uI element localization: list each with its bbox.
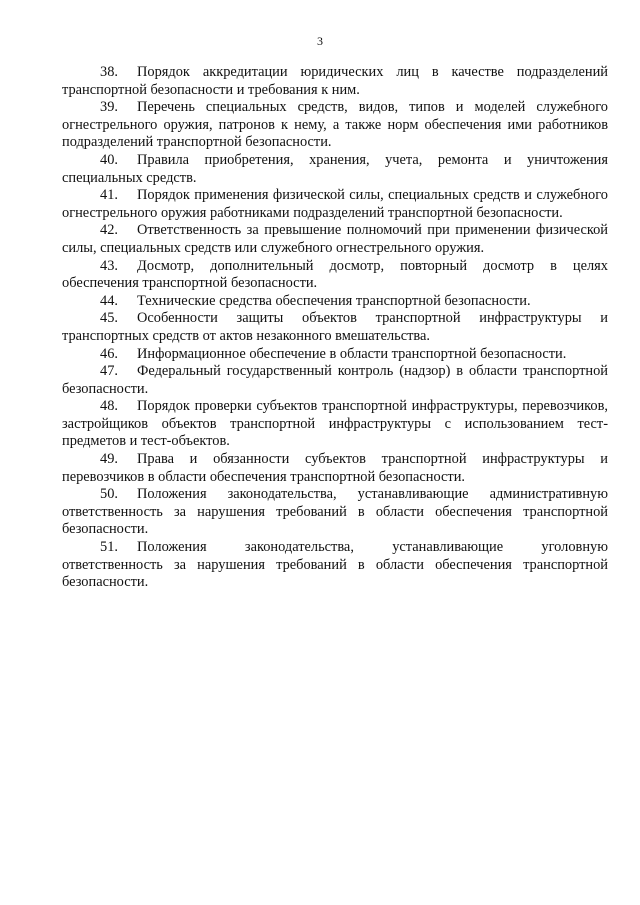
item-text: Особенности защиты объектов транспортной инфраструктуры и транспортных средств от актов незаконного вмешательства.: [62, 310, 608, 344]
list-item: [62, 152, 608, 187]
item-text: Положения законодательства, устанавливающие административную ответственность за нарушения требований в области обеспечения транспортной безопасности.: [62, 486, 608, 538]
list-item: [62, 451, 608, 486]
list-item: [62, 539, 608, 592]
item-text: Порядок аккредитации юридических лиц в качестве подразделений транспортной безопасности и требования к ним.: [62, 64, 608, 98]
item-text: Досмотр, дополнительный досмотр, повторный досмотр в целях обеспечения транспортной безопасности.: [62, 257, 608, 292]
list-item: [62, 258, 608, 293]
item-text: Права и обязанности субъектов транспортной инфраструктуры и перевозчиков в области обеспечения транспортной безопасности.: [62, 451, 608, 485]
item-number: 50.: [100, 486, 118, 503]
item-text: Порядок применения физической силы, специальных средств и служебного огнестрельного оружия работниками подразделений транспортной безопасности.: [62, 187, 608, 221]
list-item: [62, 398, 608, 451]
item-number: 43.: [100, 257, 118, 274]
item-number: 45.: [100, 310, 118, 327]
item-text: Технические средства обеспечения транспортной безопасности.: [137, 292, 531, 309]
list-item: [62, 486, 608, 539]
page-number: 3: [317, 34, 323, 48]
item-number: 47.: [100, 363, 118, 380]
item-number: 41.: [100, 187, 118, 204]
item-text: Ответственность за превышение полномочий при применении физической силы, специальных средств или служебного огнестрельного оружия.: [62, 222, 608, 256]
item-number: 39.: [100, 99, 118, 116]
item-number: 42.: [100, 222, 118, 239]
list-item: [62, 222, 608, 257]
list-item: [62, 99, 608, 152]
item-number: 38.: [100, 64, 118, 80]
item-number: 46.: [100, 345, 118, 362]
list-item: [62, 346, 608, 364]
list-item: [62, 293, 608, 311]
item-text: Перечень специальных средств, видов, типов и моделей служебного огнестрельного оружия, патронов к нему, а также норм обеспечения ими работников подразделений транспортной безопасности.: [62, 99, 608, 151]
item-number: 49.: [100, 451, 118, 468]
item-text: Правила приобретения, хранения, учета, ремонта и уничтожения специальных средств.: [62, 151, 608, 186]
list-item: [62, 187, 608, 222]
list-item: [62, 64, 608, 99]
item-number: 48.: [100, 398, 118, 415]
item-text: Информационное обеспечение в области транспортной безопасности.: [137, 345, 567, 362]
list-item: [62, 310, 608, 345]
document-body: [62, 64, 608, 592]
item-number: 40.: [100, 151, 118, 168]
item-text: Положения законодательства, устанавливающие уголовную ответственность за нарушения требований в области обеспечения транспортной безопасности.: [62, 539, 608, 591]
list-item: [62, 363, 608, 398]
item-text: Федеральный государственный контроль (надзор) в области транспортной безопасности.: [62, 363, 608, 397]
item-text: Порядок проверки субъектов транспортной инфраструктуры, перевозчиков, застройщиков объектов транспортной инфраструктуры с использованием тест-предметов и тест-объектов.: [62, 398, 608, 450]
item-number: 51.: [100, 539, 118, 556]
item-number: 44.: [100, 292, 118, 309]
